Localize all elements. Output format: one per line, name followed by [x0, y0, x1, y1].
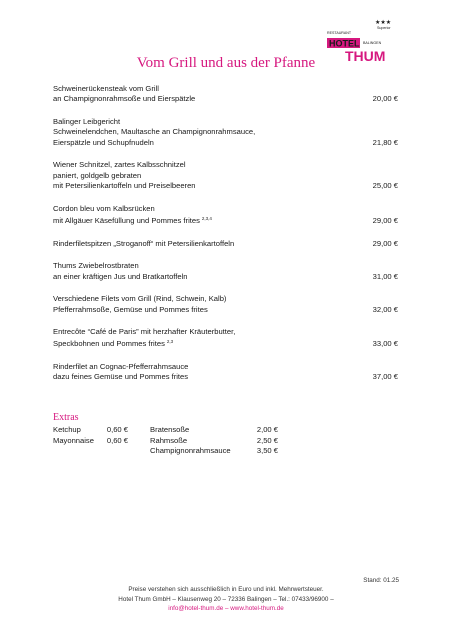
extra-item [150, 446, 278, 457]
footer-line-2: Hotel Thum GmbH – Klausenweg 20 – 72336 Balingen – Tel.: 07433/96900 – [118, 595, 334, 603]
dish-line: mit Petersilienkartoffeln und Preiselbeeren [53, 180, 196, 190]
dish-item [53, 261, 398, 282]
dish-line: Thums Zwiebelrostbraten [53, 261, 139, 271]
dish-price: 33,00 € [372, 339, 398, 349]
dish-line: Verschiedene Filets vom Grill (Rind, Schwein, Kalb) [53, 294, 227, 304]
allergen-footnote: 2,3 [166, 339, 174, 345]
extra-item [150, 436, 278, 447]
dish-line [53, 214, 398, 226]
dish-price: 31,00 € [372, 271, 398, 281]
dish-line: Schweinerückensteak vom Grill [53, 84, 159, 93]
dish-item [53, 204, 398, 227]
dish-item [53, 160, 398, 191]
menu-list [53, 84, 398, 395]
dish-price: 32,00 € [372, 304, 398, 314]
dish-line: an einer kräftigen Jus und Bratkartoffeln [53, 271, 188, 281]
logo-line2: THUM [345, 48, 386, 64]
footer-line-1: Preise verstehen sich ausschließlich in Euro und inkl. Mehrwertsteuer. [128, 586, 324, 593]
dish-item [53, 294, 398, 315]
dish-price: 21,80 € [372, 137, 398, 147]
dish-line: Pfefferrahmsoße, Gemüse und Pommes frites [53, 304, 208, 314]
extra-item [53, 425, 128, 436]
dish-line: Wiener Schnitzel, zartes Kalbsschnitzel [53, 160, 186, 170]
dish-line: Eierspätzle und Schupfnudeln [53, 137, 154, 147]
dish-line: Rinderfiletspitzen „Stroganoff“ mit Petersilienkartoffeln [53, 238, 235, 248]
extras-column-1 [53, 425, 128, 446]
logo-side-label: BALINGEN [363, 41, 382, 45]
extra-price: 0,60 € [106, 435, 128, 445]
dish-line: Cordon bleu vom Kalbsrücken [53, 203, 155, 213]
dish-item [53, 362, 398, 383]
extra-item [150, 425, 278, 436]
extra-price: 2,00 € [256, 425, 278, 434]
page-title: Vom Grill und aus der Pfanne [136, 55, 316, 71]
dish-line-text: Speckbohnen und Pommes frites [53, 339, 165, 349]
allergen-footnote: 2,3,4 [201, 215, 212, 221]
logo-stars: ★★★ [375, 19, 392, 26]
extra-item [53, 436, 128, 447]
dish-item [53, 327, 398, 350]
extra-price: 3,50 € [256, 446, 278, 456]
dish-price: 37,00 € [372, 372, 398, 382]
extra-name: Ketchup [53, 425, 81, 434]
footer-contact-link[interactable]: info@hotel-thum.de – www.hotel-thum.de [168, 605, 284, 612]
logo-line1: HOTEL [329, 38, 360, 49]
dish-price: 29,00 € [372, 215, 398, 225]
dish-line: Entrecôte “Café de Paris” mit herzhafter Kräuterbutter, [53, 327, 236, 337]
dish-item [53, 239, 398, 249]
logo-stars-sub: Superior [377, 26, 391, 30]
dish-line: paniert, goldgelb gebraten [53, 170, 142, 180]
footer [0, 585, 452, 614]
extra-price: 2,50 € [256, 435, 278, 445]
logo-top-label: RESTAURANT [327, 31, 352, 35]
dish-line: dazu feines Gemüse und Pommes frites [53, 372, 189, 382]
extras-title: Extras [53, 412, 79, 423]
dish-price: 20,00 € [372, 94, 398, 104]
dish-price: 29,00 € [372, 238, 398, 248]
dish-line [53, 337, 398, 349]
extras-column-2 [150, 425, 278, 457]
extra-name: Mayonnaise [53, 435, 94, 445]
dish-line: Rinderfilet an Cognac-Pfefferrahmsauce [53, 362, 189, 372]
extra-name: Champignonrahmsauce [150, 446, 231, 456]
dish-price: 25,00 € [372, 180, 398, 190]
extra-price: 0,60 € [106, 425, 128, 434]
stand-date: Stand: 01.25 [363, 577, 399, 584]
dish-line: an Champignonrahmsoße und Eierspätzle [53, 94, 196, 104]
extra-name: Bratensoße [150, 425, 190, 434]
dish-item [53, 84, 398, 105]
extra-name: Rahmsoße [150, 435, 188, 445]
dish-line: Balinger Leibgericht [53, 116, 121, 126]
dish-line-text: mit Allgäuer Käsefüllung und Pommes frites [53, 215, 200, 225]
dish-line: Schweinelendchen, Maultasche an Champignonrahmsauce, [53, 127, 256, 137]
dish-item [53, 117, 398, 148]
